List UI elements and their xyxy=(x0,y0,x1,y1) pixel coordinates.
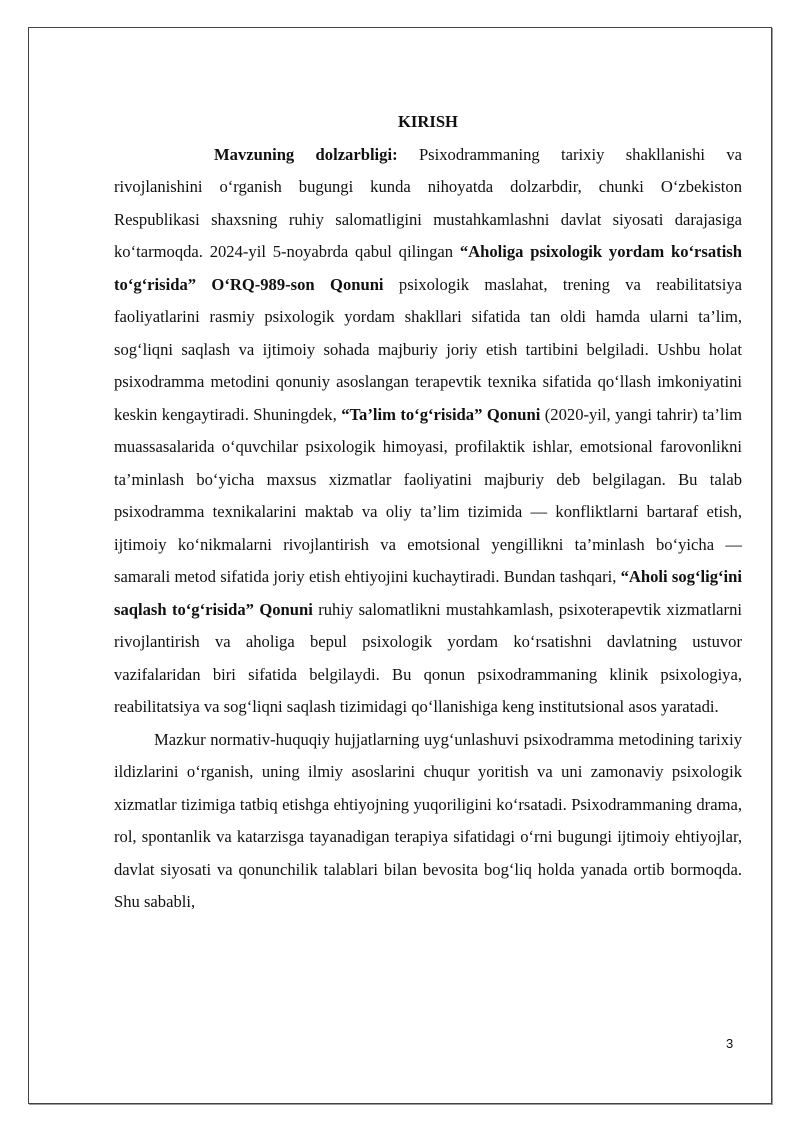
law-reference: “Aholi sogʻligʻini saqlash toʻgʻrisida” Qonuni xyxy=(114,567,742,619)
paragraph-relevance xyxy=(114,139,742,724)
paragraph-normative: Mazkur normativ-huquqiy hujjatlarning uygʻunlashuvi psixodramma metodining tarixiy ildizlarini oʻrganish, uning ilmiy asoslarini chuqur yoritish va uni zamonaviy psixologik xizmatlar tizimiga tatbiq etishga ehtiyojning yuqoriligini koʻrsatadi. Psixodrammaning drama, rol, spontanlik va katarzisga tayanadigan terapiya sifatidagi oʻrni bugungi ijtimoiy ehtiyojlar, davlat siyosati va qonunchilik talablari bilan bevosita bogʻliq holda yanada ortib bormoqda. Shu sababli, xyxy=(114,729,742,911)
law-reference: “Ta’lim toʻgʻrisida” Qonuni xyxy=(341,404,541,424)
section-title: KIRISH xyxy=(398,112,458,131)
document-body xyxy=(114,106,742,919)
paragraph-text: psixologik maslahat, trening va reabilitatsiya faoliyatlarini rasmiy psixologik yordam shakllari sifatida tan oldi hamda ularni ta’lim, sogʻliqni saqlash va ijtimoiy sohada majburiy joriy etish tartibini belgiladi. Ushbu holat psixodramma metodini qonuniy asoslangan terapevtik texnika sifatida qoʻllash imkoniyatini keskin kengaytiradi. Shuningdek, xyxy=(114,274,742,424)
relevance-heading: Mavzuning dolzarbligi: xyxy=(214,144,398,164)
paragraph-text: (2020-yil, yangi tahrir) ta’lim muassasalarida oʻquvchilar psixologik himoyasi, profilaktik ishlar, emotsional farovonlikni ta’minlash boʻyicha maxsus xizmatlar faoliyatini majburiy deb belgilagan. Bu talab psixodramma texnikalarini maktab va oliy ta’lim tizimida — konfliktlarni bartaraf etish, ijtimoiy koʻnikmalarni rivojlantirish va emotsional yengillikni ta’minlash boʻyicha — samarali metod sifatida joriy etish ehtiyojini kuchaytiradi. Bundan tashqari, xyxy=(114,404,742,586)
page-number: 3 xyxy=(726,1036,734,1051)
paragraph-text: Psixodrammaning tarixiy shakllanishi va rivojlanishini oʻrganish bugungi kunda nihoyatda dolzarbdir, chunki Oʻzbekiston Respublikasi shaxsning ruhiy salomatligini mustahkamlashni davlat siyosati darajasiga koʻtarmoqda. 2024-yil 5-noyabrda qabul qilingan xyxy=(114,144,742,261)
paragraph-text: ruhiy salomatlikni mustahkamlash, psixoterapevtik xizmatlarni rivojlantirish va aholiga bepul psixologik yordam koʻrsatishni davlatning ustuvor vazifalaridan biri sifatida belgilaydi. Bu qonun psixodrammaning klinik psixologiya, reabilitatsiya va sogʻliqni saqlash tizimidagi qoʻllanishiga keng institutsional asos yaratadi. xyxy=(114,599,742,716)
law-reference: “Aholiga psixologik yordam koʻrsatish toʻgʻrisida” OʻRQ-989-son Qonuni xyxy=(114,242,742,294)
